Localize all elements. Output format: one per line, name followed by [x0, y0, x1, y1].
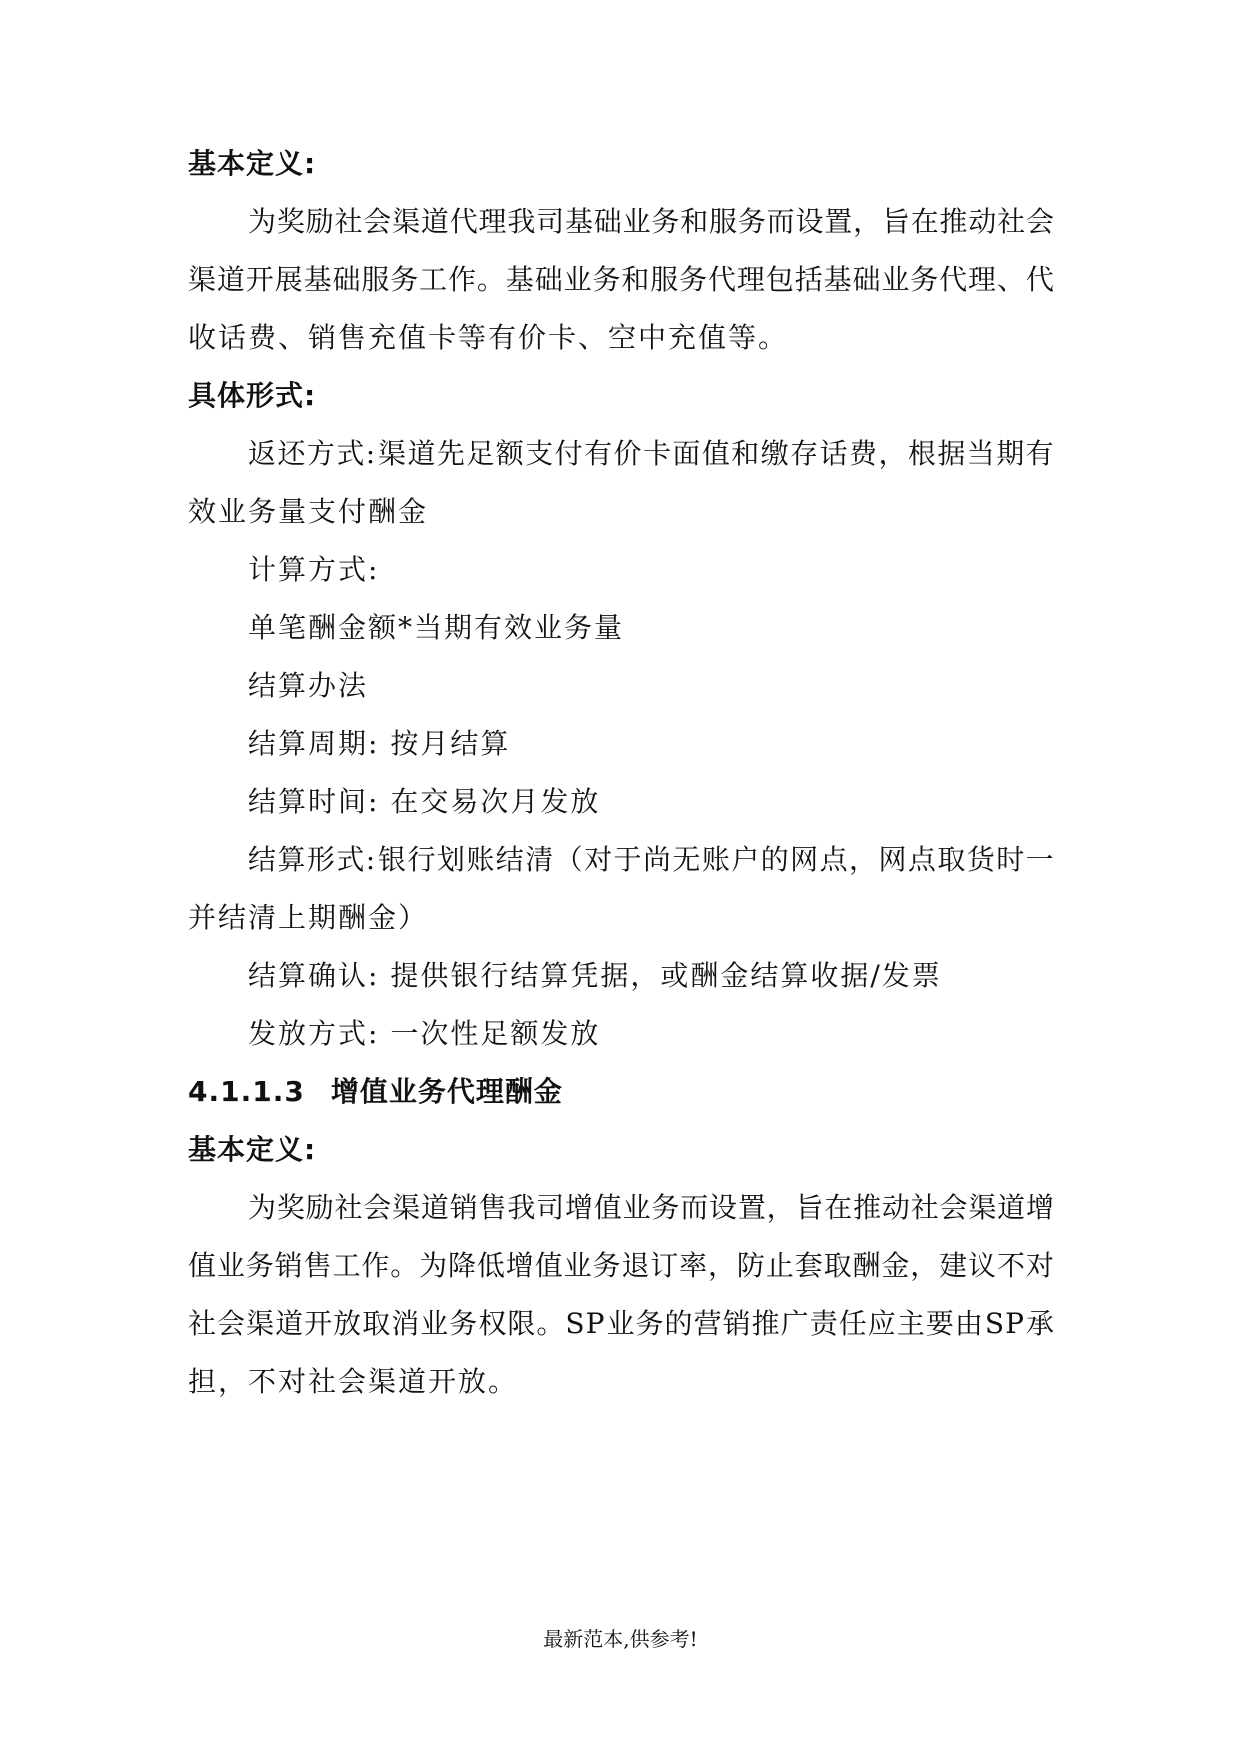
paragraph-line: 担，不对社会渠道开放。: [188, 1365, 519, 1398]
paragraph-line: 为 奖 励 社 会 渠 道 销 售 我 司 增 值 业 务 而 设 置 ， 旨 在 推 动 社 会 渠 道 增: [248, 1191, 1054, 1224]
settle-confirm-line: 结算确认: 提供银行结算凭据，或酬金结算收据/发票: [248, 959, 942, 992]
paragraph-line: 社 会 渠 道 开 放 取 消 业 务 权 限 。 S P 业 务 的 营 销 推 广 责 任 应 主 要 由 S P 承: [188, 1307, 1054, 1340]
calc-method-line: 计算方式:: [248, 553, 380, 586]
section-title: 增值业务代理酬金: [330, 1075, 563, 1108]
paragraph-line: 效业务量支付酬金: [188, 495, 429, 528]
paragraph-line: 收话费、销售充值卡等有价卡、空中充值等。: [188, 321, 789, 354]
page-footer: 最新范本,供参考!: [543, 1627, 698, 1651]
basic-definition-heading: 基本定义:: [188, 147, 317, 180]
paragraph-line: 为 奖 励 社 会 渠 道 代 理 我 司 基 础 业 务 和 服 务 而 设 置 ， 旨 在 推 动 社 会: [248, 205, 1054, 238]
section-number: 4.1.1.3: [188, 1075, 305, 1108]
settle-period-line: 结算周期: 按月结算: [248, 727, 511, 760]
settle-form-line: 并结清上期酬金）: [188, 901, 429, 934]
settle-form-line: 结 算 形 式 : 银 行 划 账 结 清 （ 对 于 尚 无 账 户 的 网 点 ， 网 点 取 货 时 一: [248, 843, 1054, 876]
paragraph-line: 值 业 务 销 售 工 作 。 为 降 低 增 值 业 务 退 订 率 ， 防 止 套 取 酬 金 ， 建 议 不 对: [188, 1249, 1054, 1282]
payout-method-line: 发放方式: 一次性足额发放: [248, 1017, 601, 1050]
paragraph-line: 渠 道 开 展 基 础 服 务 工 作 。 基 础 业 务 和 服 务 代 理 包 括 基 础 业 务 代 理 、 代: [188, 263, 1054, 296]
settle-time-line: 结算时间: 在交易次月发放: [248, 785, 601, 818]
paragraph-line: 返 还 方 式 : 渠 道 先 足 额 支 付 有 价 卡 面 值 和 缴 存 话 费 ， 根 据 当 期 有: [248, 437, 1054, 470]
specific-form-heading: 具体形式:: [188, 379, 317, 412]
basic-definition-heading: 基本定义:: [188, 1133, 317, 1166]
settle-method-line: 结算办法: [248, 669, 369, 702]
section-heading: [188, 1074, 563, 1110]
calc-formula-line: 单笔酬金额*当期有效业务量: [248, 611, 625, 644]
